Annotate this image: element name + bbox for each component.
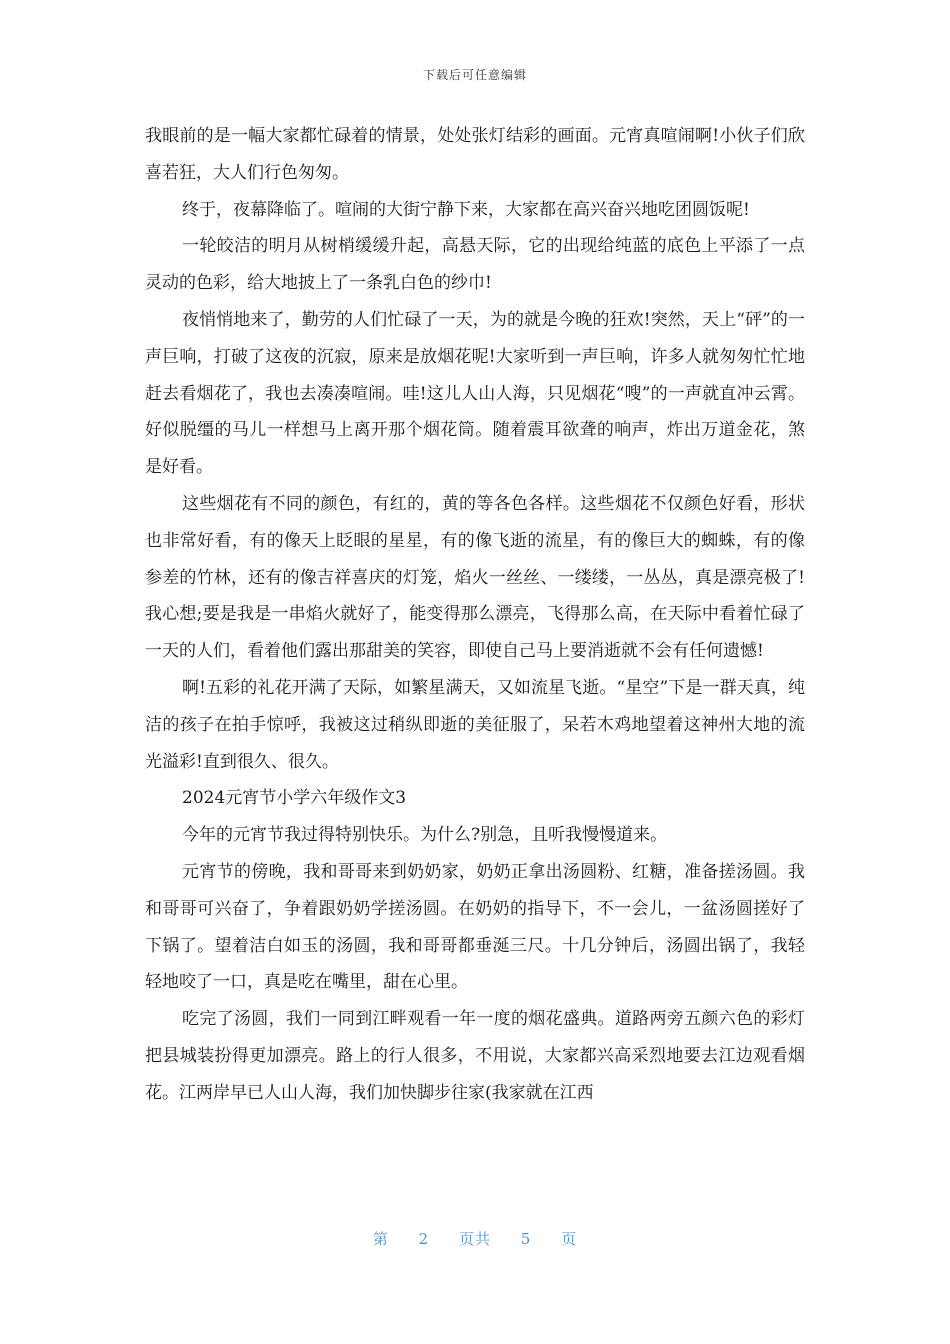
- paragraph-3: 一轮皎洁的明月从树梢缓缓升起，高悬天际，它的出现给纯蓝的底色上平添了一点灵动的色彩，给大地披上了一条乳白色的纱巾!: [145, 236, 805, 294]
- paragraph-9: 吃完了汤圆，我们一同到江畔观看一年一度的烟花盛典。道路两旁五颜六色的彩灯把县城装扮得更加漂亮。路上的行人很多，不用说，大家都兴高采烈地要去江边观看烟花。江两岸早已人山人海，我们加快脚步往家(我家就在江西: [145, 1009, 805, 1103]
- paragraph-2: 终于，夜幕降临了。喧闹的大街宁静下来，大家都在高兴奋兴地吃团圆饭呢!: [182, 199, 750, 220]
- page-footer: [0, 1228, 950, 1249]
- paragraph-1: 我眼前的是一幅大家都忙碌着的情景，处处张灯结彩的画面。元宵真喧闹啊!小伙子们欣喜若狂，大人们行色匆匆。: [145, 126, 805, 183]
- footer-total-pages: 5: [520, 1230, 532, 1248]
- footer-suffix: 页: [561, 1230, 578, 1248]
- paragraph-8: 元宵节的傍晚，我和哥哥来到奶奶家，奶奶正拿出汤圆粉、红糖，准备搓汤圆。我和哥哥可兴奋了，争着跟奶奶学搓汤圆。在奶奶的指导下，不一会儿，一盆汤圆搓好了下锅了。望着洁白如玉的汤圆，我和哥哥都垂涎三尺。十几分钟后，汤圆出锅了，我轻轻地咬了一口，真是吃在嘴里，甜在心里。: [145, 861, 805, 993]
- paragraph-4: 夜悄悄地来了，勤劳的人们忙碌了一天，为的就是今晚的狂欢!突然，天上“砰”的一声巨响，打破了这夜的沉寂，原来是放烟花呢!大家听到一声巨响，许多人就匆匆忙忙地赶去看烟花了，我也去凑凑喧闹。哇!这儿人山人海，只见烟花“嗖”的一声就直冲云霄。好似脱缰的马儿一样想马上离开那个烟花筒。随着震耳欲聋的响声，炸出万道金花，煞是好看。: [145, 309, 805, 478]
- section-heading: 2024元宵节小学六年级作文3: [182, 788, 407, 809]
- paragraph-7: 今年的元宵节我过得特别快乐。为什么?别急，且听我慢慢道来。: [182, 825, 668, 846]
- footer-current-page: 2: [418, 1230, 430, 1248]
- document-body: [145, 118, 805, 1112]
- footer-middle: 页共: [458, 1230, 491, 1248]
- paragraph-5: 这些烟花有不同的颜色，有红的，黄的等各色各样。这些烟花不仅颜色好看，形状也非常好看，有的像天上眨眼的星星，有的像飞逝的流星，有的像巨大的蜘蛛，有的像参差的竹林，还有的像吉祥喜庆的灯笼，焰火一丝丝、一缕缕，一丛丛，真是漂亮极了!我心想;要是我是一串焰火就好了，能变得那么漂亮，飞得那么高，在天际中看着忙碌了一天的人们，看着他们露出那甜美的笑容，即使自己马上要消逝就不会有任何遗憾!: [145, 493, 805, 662]
- paragraph-6: 啊!五彩的礼花开满了天际，如繁星满天，又如流星飞逝。“星空”下是一群天真，纯洁的孩子在拍手惊呼，我被这过稍纵即逝的美征服了，呆若木鸡地望着这神州大地的流光溢彩!直到很久、很久。: [145, 677, 805, 772]
- page-header: 下载后可任意编辑: [422, 68, 527, 82]
- footer-prefix: 第: [372, 1230, 389, 1248]
